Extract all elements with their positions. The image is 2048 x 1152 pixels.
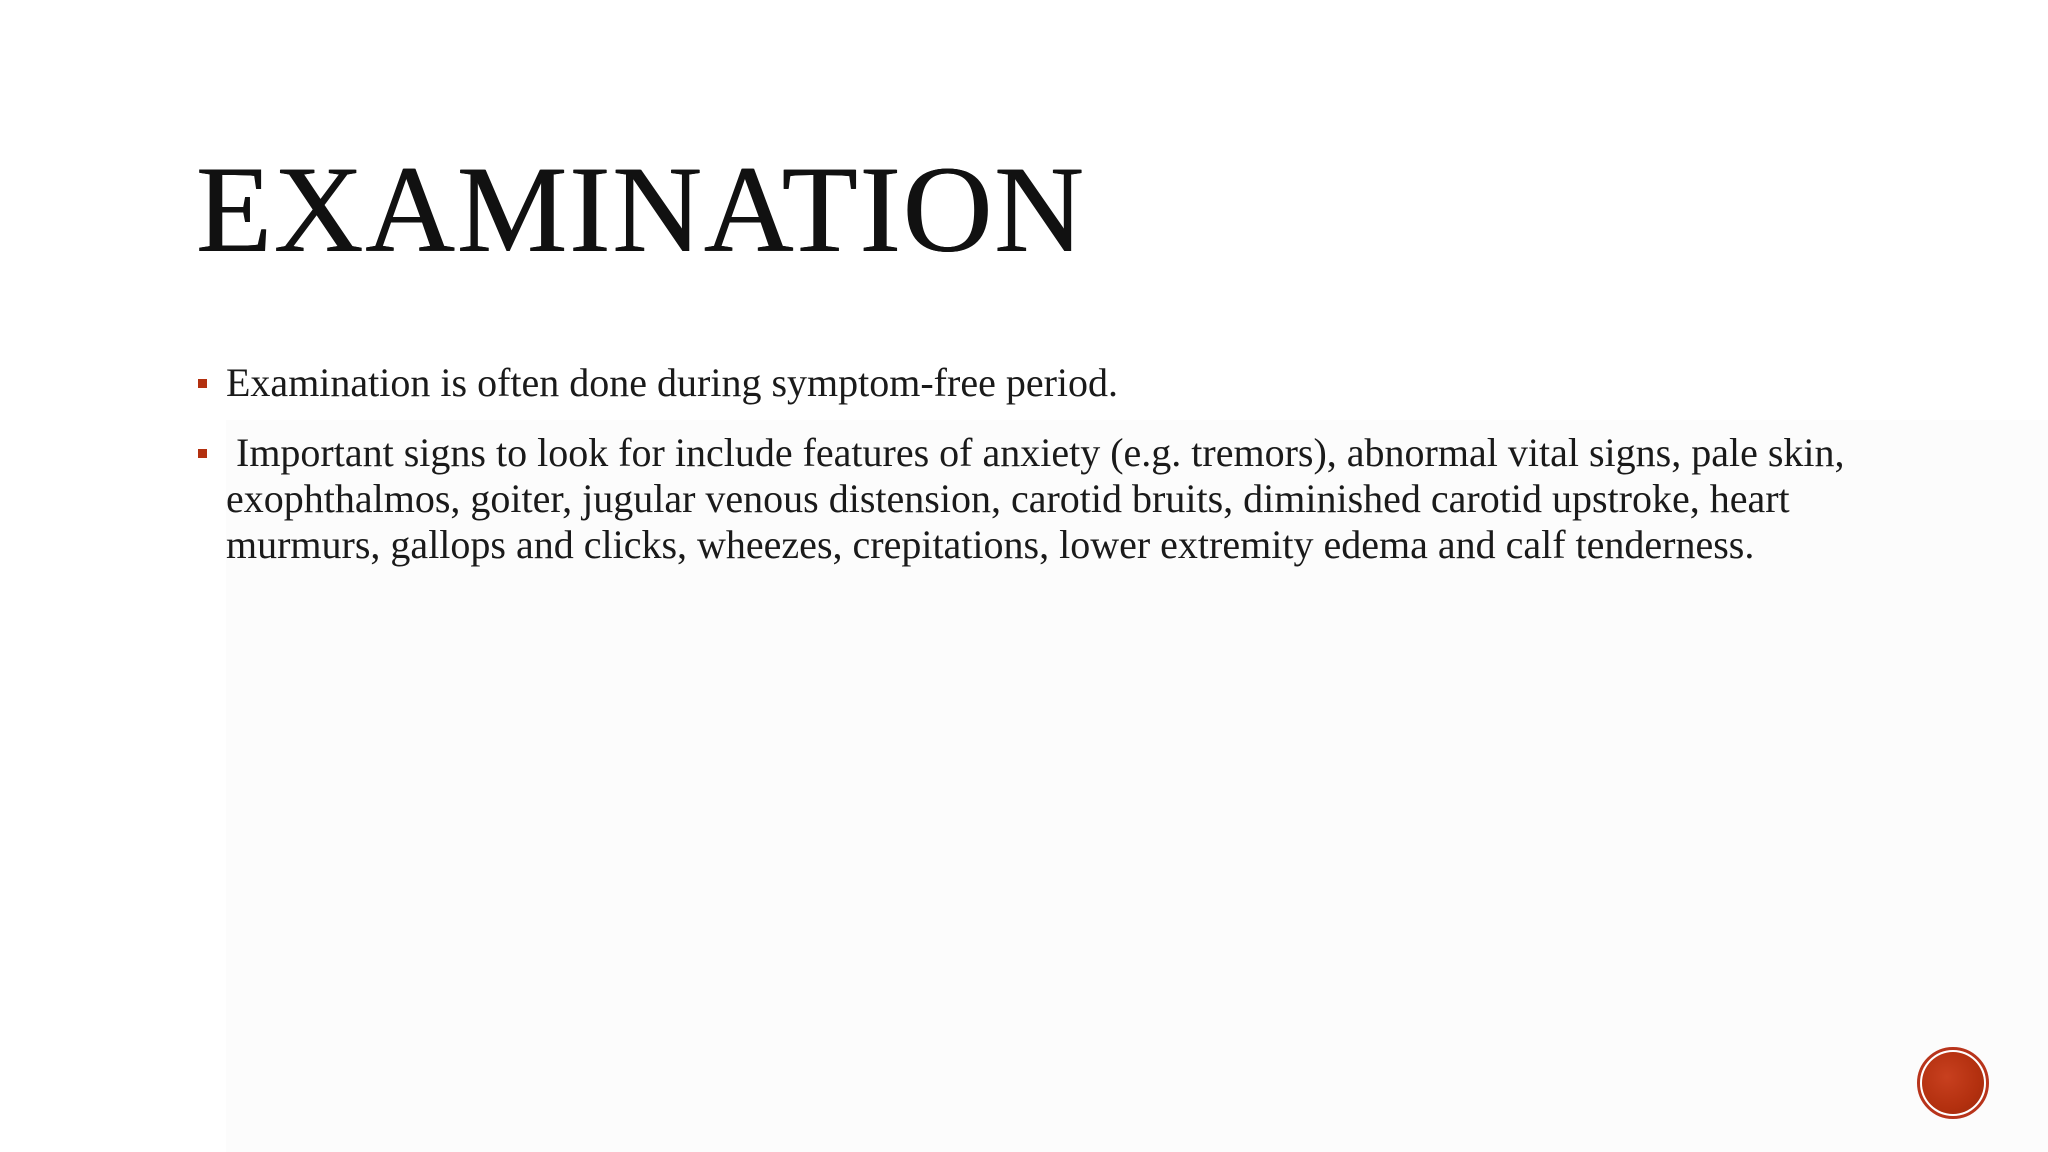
square-bullet-icon (198, 449, 207, 458)
slide-nav-button[interactable] (1917, 1047, 1989, 1119)
bullet-text: Examination is often done during symptom-free period. (226, 360, 1119, 405)
circle-button-icon (1922, 1052, 1984, 1114)
bullet-item (196, 430, 1856, 568)
bullet-text: Important signs to look for include features of anxiety (e.g. tremors), abnormal vital signs, pale skin, exophthalmos, goiter, jugular venous distension, carotid bruits, diminished carotid upstroke, heart murmurs, gallops and clicks, wheezes, crepitations, lower extremity edema and calf tenderness. (226, 430, 1855, 567)
square-bullet-icon (198, 379, 207, 388)
bullet-item (196, 360, 1856, 406)
slide-title: EXAMINATION (196, 141, 1086, 278)
bullet-list (196, 360, 1856, 568)
